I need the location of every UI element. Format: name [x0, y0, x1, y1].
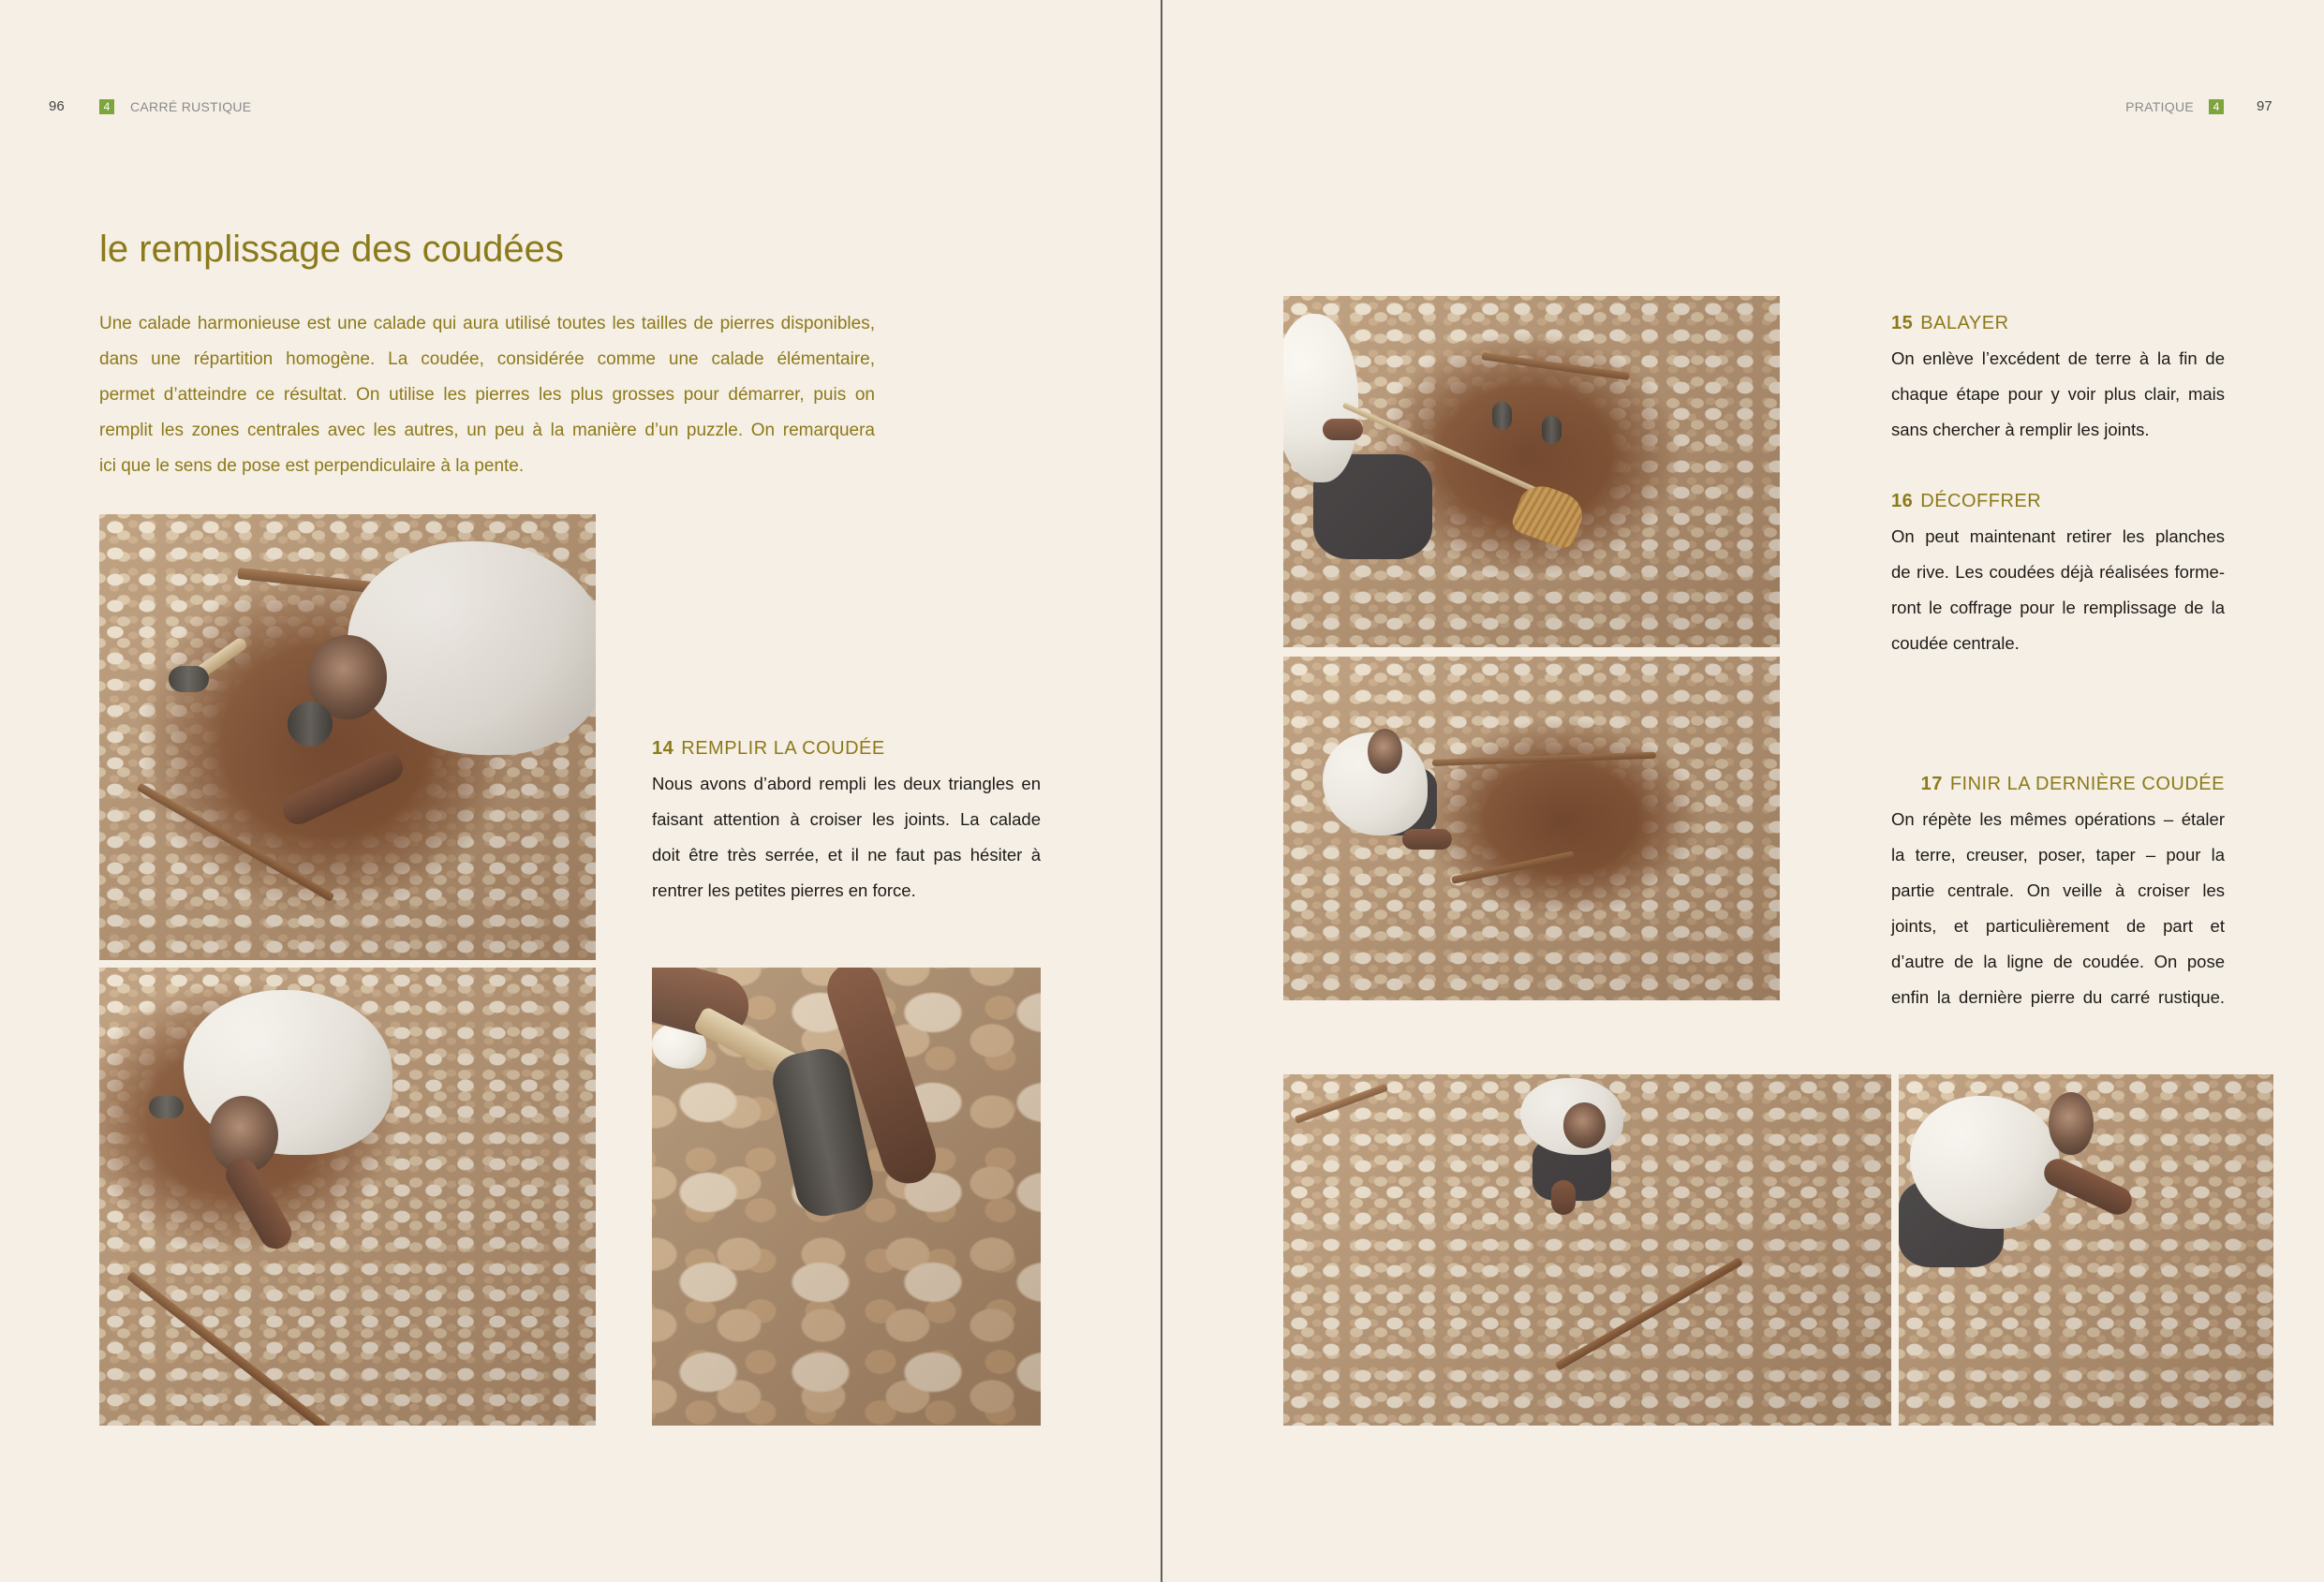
- step-text-line: partie centrale. On veille à croiser les: [1891, 880, 2225, 900]
- page-gutter-divider: [1161, 0, 1162, 1582]
- worker-arm-shape: [1551, 1180, 1576, 1216]
- worker-shirt-shape: [1283, 314, 1358, 482]
- hammer-shape: [288, 702, 333, 747]
- step-text-line: coudée centrale.: [1891, 633, 2020, 653]
- step-text-line: Nous avons d’abord rempli les deux triangles en: [652, 774, 1041, 793]
- hammer-shape: [1542, 416, 1562, 444]
- plank-shape: [1295, 1084, 1388, 1124]
- step-number: 15: [1891, 313, 1914, 333]
- worker-arm-shape: [1402, 829, 1452, 850]
- step-text-line: de rive. Les coudées déjà réalisées forme-: [1891, 562, 2225, 582]
- intro-line: remplit les zones centrales avec les autres, un peu à la manière d’un puzzle. On remarquera: [99, 421, 875, 440]
- intro-paragraph: [99, 306, 875, 484]
- step-number: 17: [1920, 774, 1943, 794]
- step-text-line: On peut maintenant retirer les planches: [1891, 526, 2225, 546]
- intro-line: dans une répartition homogène. La coudée, considérée comme une calade élémentaire,: [99, 349, 875, 369]
- page-number-left: 96: [49, 98, 65, 114]
- step-15: [1891, 305, 2225, 448]
- step-title: BALAYER: [1920, 313, 2009, 333]
- step-text-line: d’autre de la ligne de coudée. On pose: [1891, 952, 2225, 971]
- chapter-badge-left: 4: [99, 99, 114, 114]
- photo-finishing-last-coudee: [1283, 1074, 1891, 1426]
- step-text-line: faisant attention à croiser les joints. La calade: [652, 809, 1041, 829]
- photo-sweeping: [1283, 296, 1780, 647]
- photo-mallet-closeup: [652, 968, 1041, 1426]
- worker-head-shape: [1563, 1102, 1606, 1148]
- step-title: FINIR LA DERNIÈRE COUDÉE: [1949, 774, 2225, 794]
- photo-final-stone: [1899, 1074, 2273, 1426]
- mallet-shape: [149, 1096, 184, 1118]
- step-text-line: On enlève l’excédent de terre à la fin de: [1891, 348, 2225, 368]
- worker-head-shape: [1368, 729, 1402, 774]
- plank-shape: [126, 1271, 367, 1426]
- photo-removing-formwork: [1283, 657, 1780, 1000]
- step-text-line: sans chercher à remplir les joints.: [1891, 420, 2150, 439]
- step-text-line: la terre, creuser, poser, taper – pour la: [1891, 845, 2225, 865]
- chapter-badge-right: 4: [2209, 99, 2224, 114]
- intro-line: Une calade harmonieuse est une calade qui aura utilisé toutes les tailles de pierres disponibles,: [99, 314, 875, 333]
- intro-line: permet d’atteindre ce résultat. On utilise les pierres les plus grosses pour démarrer, puis on: [99, 385, 875, 405]
- step-title: REMPLIR LA COUDÉE: [681, 738, 885, 759]
- intro-line: ici que le sens de pose est perpendiculaire à la pente.: [99, 456, 525, 476]
- mallet-shape: [169, 666, 208, 693]
- step-title: DÉCOFFRER: [1920, 491, 2042, 511]
- running-head-left: CARRÉ RUSTIQUE: [130, 99, 252, 114]
- step-heading: [1891, 305, 2225, 341]
- step-text-line: On répète les mêmes opérations – étaler: [1891, 809, 2225, 829]
- running-head-right: PRATIQUE: [2125, 99, 2194, 114]
- page-title: le remplissage des coudées: [99, 229, 564, 270]
- step-heading: [652, 731, 1041, 766]
- worker-hand-shape: [1323, 419, 1362, 440]
- step-heading: [1891, 483, 2225, 519]
- step-text-line: chaque étape pour y voir plus clair, mais: [1891, 384, 2225, 404]
- worker-head-shape: [2049, 1092, 2094, 1156]
- plank-shape: [1555, 1257, 1743, 1370]
- step-14: [652, 731, 1041, 909]
- page-number-right: 97: [2257, 98, 2272, 114]
- worker-arm-shape: [2039, 1154, 2136, 1219]
- photo-filling-coudee: [99, 514, 596, 960]
- hammer-shape: [1492, 402, 1512, 430]
- step-number: 16: [1891, 491, 1914, 511]
- earth-patch-shape: [1422, 718, 1700, 918]
- step-text-line: enfin la dernière pierre du carré rustique.: [1891, 987, 2225, 1007]
- photo-placing-stones: [99, 968, 596, 1426]
- step-number: 14: [652, 738, 674, 759]
- step-heading: [1891, 766, 2225, 802]
- step-text-line: doit être très serrée, et il ne faut pas hésiter à: [652, 845, 1041, 865]
- step-text-line: joints, et particulièrement de part et: [1891, 916, 2225, 936]
- step-16: [1891, 483, 2225, 661]
- step-17: [1891, 766, 2225, 1015]
- step-text-line: rentrer les petites pierres en force.: [652, 880, 916, 900]
- step-text-line: ront le coffrage pour le remplissage de la: [1891, 598, 2225, 617]
